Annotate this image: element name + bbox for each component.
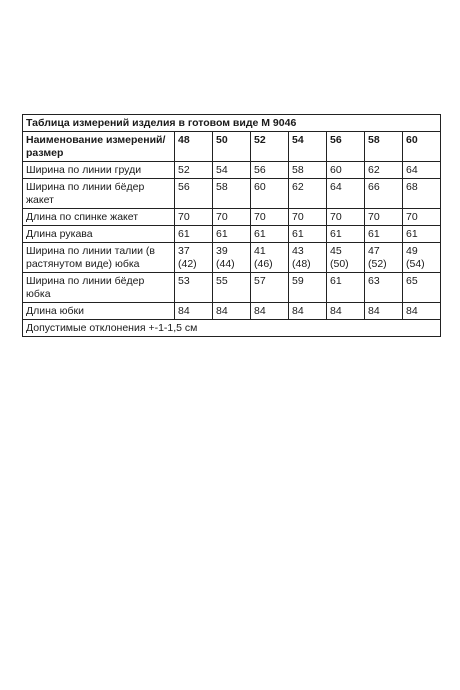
measurement-value: 64 [403,162,441,179]
measurement-value: 61 [251,226,289,243]
measurement-value: 61 [289,226,327,243]
measurement-value: 56 [175,179,213,209]
measurement-value: 70 [327,209,365,226]
measurement-value: 61 [365,226,403,243]
measurement-name: Длина по спинке жакет [23,209,175,226]
measurement-value: 70 [289,209,327,226]
measurement-value: 59 [289,273,327,303]
measurement-value: 70 [213,209,251,226]
measurement-value: 68 [403,179,441,209]
measurement-value: 37 (42) [175,243,213,273]
measurement-value: 84 [213,303,251,320]
measurement-value: 62 [289,179,327,209]
measurement-value: 60 [251,179,289,209]
measurement-value: 61 [327,273,365,303]
measurement-value: 84 [365,303,403,320]
table-title: Таблица измерений изделия в готовом виде М 9046 [23,115,441,132]
measurement-value: 60 [327,162,365,179]
measurement-value: 61 [175,226,213,243]
table-row [23,226,441,243]
measurement-value: 66 [365,179,403,209]
measurement-value: 61 [213,226,251,243]
table-row [23,209,441,226]
size-header: 48 [175,132,213,162]
table-row [23,179,441,209]
measurement-value: 43 (48) [289,243,327,273]
table-title-row [23,115,441,132]
measurement-value: 84 [403,303,441,320]
measurement-value: 65 [403,273,441,303]
measurement-value: 84 [175,303,213,320]
table-note-row [23,320,441,337]
measurement-value: 64 [327,179,365,209]
measurement-value: 49 (54) [403,243,441,273]
measurement-name: Ширина по линии бёдер юбка [23,273,175,303]
measurement-value: 58 [213,179,251,209]
measurement-value: 84 [251,303,289,320]
tolerance-note: Допустимые отклонения +-1-1,5 см [23,320,441,337]
header-label: Наименование измерений/размер [23,132,175,162]
size-header: 56 [327,132,365,162]
size-header: 52 [251,132,289,162]
measurement-value: 45 (50) [327,243,365,273]
measurement-value: 55 [213,273,251,303]
measurement-value: 61 [327,226,365,243]
measurement-value: 70 [251,209,289,226]
measurement-value: 62 [365,162,403,179]
measurement-value: 70 [365,209,403,226]
measurement-value: 39 (44) [213,243,251,273]
measurement-value: 70 [403,209,441,226]
measurement-value: 63 [365,273,403,303]
measurement-value: 41 (46) [251,243,289,273]
measurement-value: 84 [327,303,365,320]
size-header: 54 [289,132,327,162]
measurement-value: 54 [213,162,251,179]
measurement-name: Ширина по линии груди [23,162,175,179]
measurement-value: 84 [289,303,327,320]
measurement-name: Длина рукава [23,226,175,243]
measurement-name: Ширина по линии бёдер жакет [23,179,175,209]
measurement-name: Ширина по линии талии (в растянутом виде) юбка [23,243,175,273]
measurement-value: 70 [175,209,213,226]
measurement-value: 52 [175,162,213,179]
measurement-value: 58 [289,162,327,179]
table-header-row [23,132,441,162]
measurement-value: 57 [251,273,289,303]
size-header: 58 [365,132,403,162]
measurement-value: 53 [175,273,213,303]
measurement-value: 56 [251,162,289,179]
size-header: 50 [213,132,251,162]
size-header: 60 [403,132,441,162]
table-row [23,243,441,273]
table-row [23,303,441,320]
measurement-value: 47 (52) [365,243,403,273]
table-row [23,162,441,179]
measurement-sheet [22,114,440,337]
measurement-name: Длина юбки [23,303,175,320]
table-row [23,273,441,303]
measurement-table [22,114,441,337]
measurement-value: 61 [403,226,441,243]
